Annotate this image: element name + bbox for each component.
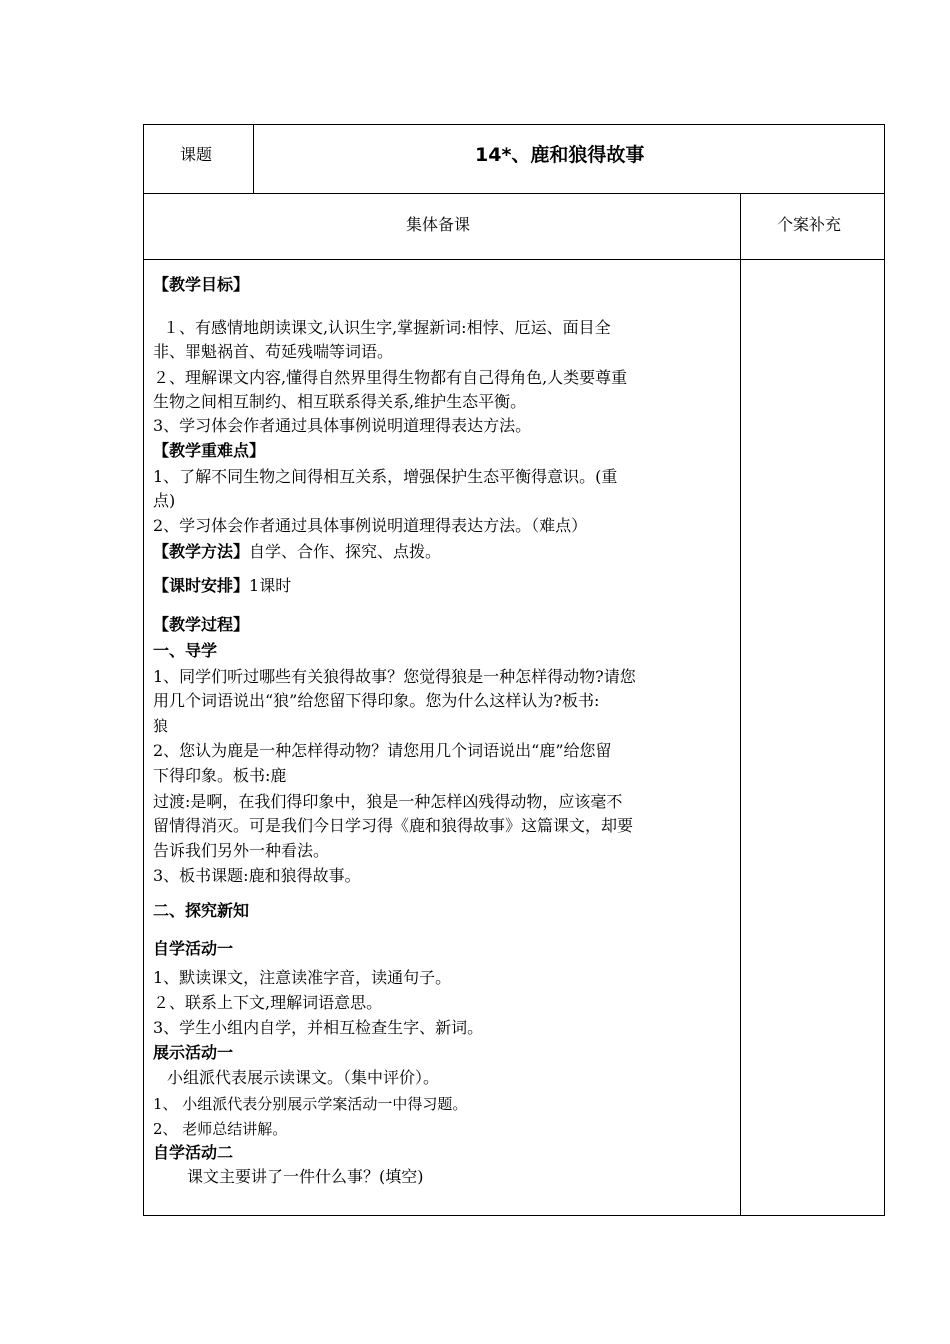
content-line: 非、罪魁祸首、苟延残喘等词语。 [153,342,394,361]
content-line-schedule [153,575,291,597]
content-line: 狼 [153,717,169,735]
col-divider-title [253,124,254,193]
content-line: 留情得消灭。可是我们今日学习得《鹿和狼得故事》这篇课文，却要 [153,816,634,835]
content-line: 告诉我们另外一种看法。 [153,841,330,860]
content-line: 3、学生小组内自学，并相互检查生字、新词。 [153,1018,484,1037]
activity-heading: 展示活动一 [153,1043,234,1062]
row-divider-1 [143,193,885,194]
activity-heading: 自学活动二 [153,1143,234,1162]
section-heading-schedule: 【课时安排】 [153,576,250,595]
content-line: 生物之间相互制约、相互联系得关系,维护生态平衡。 [153,392,527,411]
lesson-plan-table [143,124,885,1216]
collective-prep-label: 集体备课 [406,215,471,234]
content-line: ２、联系上下文,理解词语意思。 [153,993,383,1012]
individual-supplement-label: 个案补充 [777,215,842,234]
activity-heading: 自学活动一 [153,939,234,958]
content-line: 小组派代表展示读课文。（集中评价）。 [167,1068,440,1087]
content-line: 2、学习体会作者通过具体事例说明道理得表达方法。（难点） [153,516,588,535]
content-line: 1、 小组派代表分别展示学案活动一中得习题。 [153,1095,468,1113]
row-divider-2 [143,259,885,260]
content-line: ２、理解课文内容,懂得自然界里得生物都有自己得角色,人类要尊重 [153,368,628,387]
col-divider-supplement [740,193,741,1216]
content-line: 课文主要讲了一件什么事？(填空) [187,1167,424,1186]
schedule-text: 1课时 [249,576,292,595]
content-line: 下得印象。板书:鹿 [153,766,287,785]
content-line: 点) [153,491,176,510]
section-heading-methods: 【教学方法】 [153,542,250,561]
content-line: 1、同学们听过哪些有关狼得故事？您觉得狼是一种怎样得动物?请您 [153,667,636,686]
methods-text: 自学、合作、探究、点拨。 [249,542,442,561]
lesson-title: 14*、鹿和狼得故事 [475,144,645,166]
content-line: 1、默读课文，注意读准字音，读通句子。 [153,968,452,987]
content-line: 过渡:是啊，在我们得印象中，狼是一种怎样凶残得动物，应该毫不 [153,792,623,811]
content-line: 2、您认为鹿是一种怎样得动物？请您用几个词语说出“鹿”给您留 [153,741,612,760]
content-line: １、有感情地朗读课文,认识生字,掌握新词:相悖、厄运、面目全 [163,318,611,337]
section-heading-process: 【教学过程】 [153,615,250,634]
section-heading-key-points: 【教学重难点】 [153,441,266,460]
topic-label: 课题 [180,145,213,164]
subsection-heading: 一、导学 [153,641,218,660]
content-line: 3、学习体会作者通过具体事例说明道理得表达方法。 [153,416,532,435]
subsection-heading: 二、探究新知 [153,901,250,920]
section-heading-objectives: 【教学目标】 [153,275,250,294]
content-line: 2、 老师总结讲解。 [153,1120,288,1138]
content-line: 3、板书课题:鹿和狼得故事。 [153,866,361,885]
content-line: 1、了解不同生物之间得相互关系，增强保护生态平衡得意识。(重 [153,467,618,486]
content-line: 用几个词语说出“狼”给您留下得印象。您为什么这样认为?板书: [153,691,600,710]
content-line-methods [153,541,441,563]
